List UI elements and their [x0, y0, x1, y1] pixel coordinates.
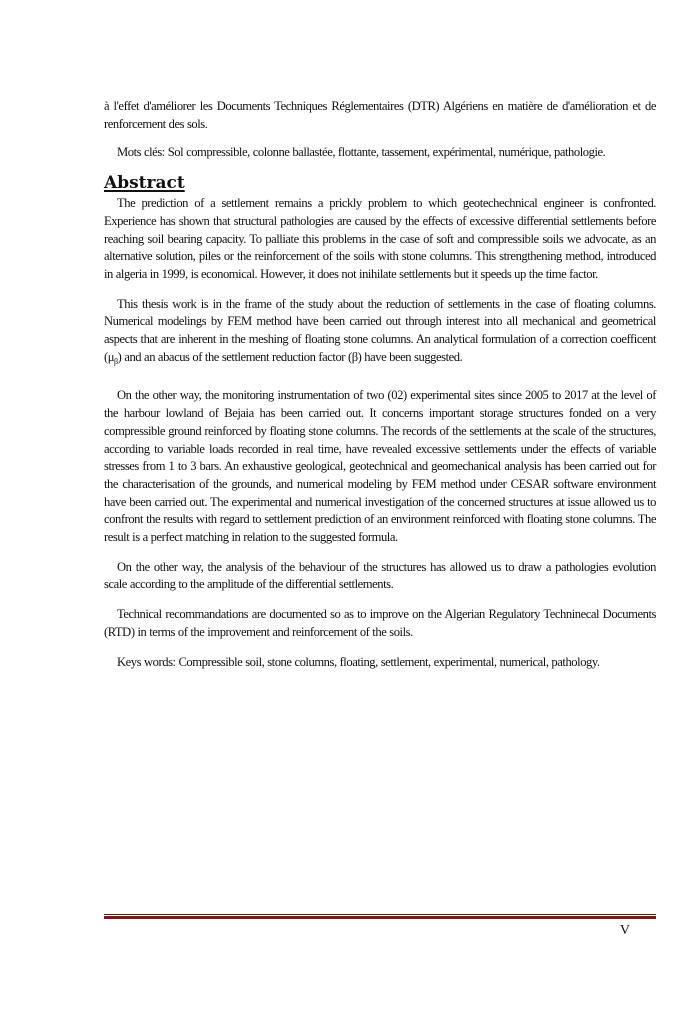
footer-rule: [104, 914, 656, 919]
abstract-paragraph-3: On the other way, the monitoring instrumentation of two (02) experimental sites since 2005 to 2017 at the level of the harbour lowland of Bejaia has been carried out. It concerns important storage structures fonded on a very compressible ground reinforced by floating stone columns. The records of the settlements at the scale of the structures, according to variable loads recorded in real time, have revealed excessive settlements under the effects of variable stresses from 1 to 3 bars. An exhaustive geological, geotechnical and geomechanical analysis has been carried out for the characterisation of the grounds, and numerical modeling by FEM method under CESAR software environment have been carried out. The experimental and numerical investigation of the concerned structures at issue allowed us to confront the results with regard to settlement prediction of an environment reinforced with floating stone columns. The result is a perfect matching in relation to the suggested formula.: [104, 388, 656, 545]
mu-close: ): [117, 349, 122, 364]
page-number: V: [619, 923, 630, 938]
footer-rule-thin: [104, 914, 656, 915]
footer-rule-thick: [104, 916, 656, 919]
abstract-paragraph-2-tail: and an abacus of the settlement reduction factor (β) have been suggested.: [121, 349, 463, 364]
mu-open: (μ: [104, 349, 115, 364]
abstract-paragraph-1: The prediction of a settlement remains a prickly problem to which geotechechnical engineer is confronted. Experience has shown that structural pathologies are caused by the effects of excessive differential settlements before reaching soil bearing capacity. To palliate this problems in the case of soft and compressible soils we advocate, as an alternative solution, piles or the reinforcement of the soils with stone columns. This strengthening method, introduced in algeria in 1999, is economical. However, it does not inihilate settlements but it speeds up the time factor.: [104, 196, 656, 281]
keywords: Keys words: Compressible soil, stone columns, floating, settlement, experimental, numerical, pathology.: [117, 654, 600, 669]
page-content: [104, 98, 656, 671]
abstract-paragraph-2-main: This thesis work is in the frame of the study about the reduction of settlements in the case of floating columns. Numerical modelings by FEM method have been carried out through interest into all mechanical and geometrical aspects that are inherent in the meshing of floating stone columns. An analytical formulation of a correction coefficent: [104, 296, 656, 347]
french-abstract-tail: à l'effet d'améliorer les Documents Techniques Réglementaires (DTR) Algériens en matière de d'amélioration et de renforcement des sols.: [104, 99, 656, 131]
abstract-paragraph-4: On the other way, the analysis of the behaviour of the structures has allowed us to draw a pathologies evolution scale according to the amplitude of the differential settlements.: [104, 559, 656, 592]
abstract-paragraph-5: Technical recommandations are documented so as to improve on the Algerian Regulatory Techninecal Documents (RTD) in terms of the improvement and reinforcement of the soils.: [104, 607, 656, 639]
abstract-heading: Abstract: [104, 173, 185, 194]
abstract-paragraph-2: [104, 296, 656, 371]
mu-subscript: β: [114, 356, 118, 366]
mots-cles: Mots clés: Sol compressible, colonne ballastée, flottante, tassement, expérimental, numérique, pathologie.: [117, 145, 606, 160]
